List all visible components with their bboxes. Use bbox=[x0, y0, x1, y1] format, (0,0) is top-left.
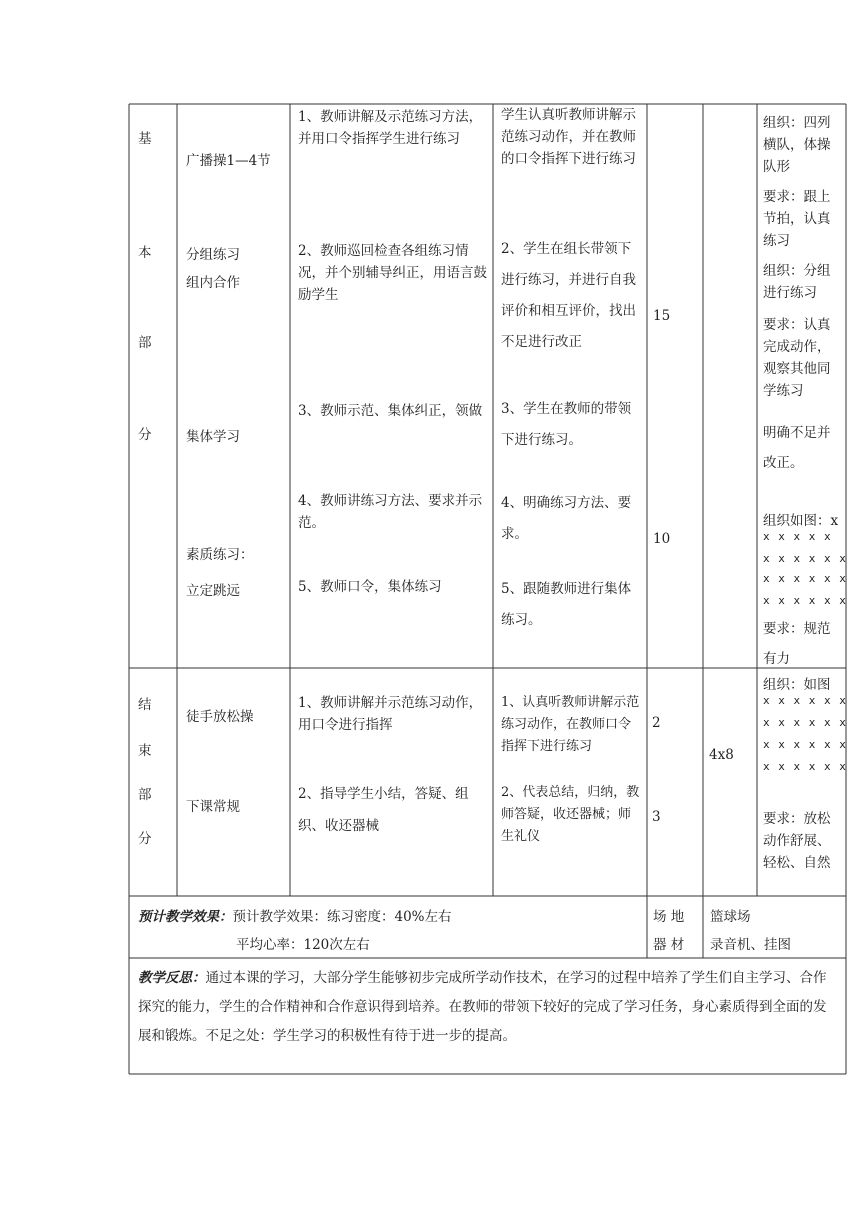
section-char: 分 bbox=[138, 831, 152, 847]
section-char: 部 bbox=[138, 787, 152, 803]
org-text: 要求：认真完成动作，观察其他同学练习 bbox=[763, 317, 831, 399]
time-value: 10 bbox=[653, 531, 671, 547]
reflection-text bbox=[138, 964, 838, 1051]
teacher-activity: 1、教师讲解及示范练习方法，并用口令指挥学生进行练习 bbox=[298, 109, 483, 147]
section-char: 部 bbox=[138, 335, 152, 351]
section-char: 分 bbox=[138, 427, 152, 443]
effect-text bbox=[138, 906, 452, 928]
formation-label: 组织如图：x bbox=[763, 513, 839, 529]
reflection-body: 通过本课的学习，大部分学生能够初步完成所学动作技术，在学习的过程中培养了学生们自主学习、合作探究的能力，学生的合作精神和合作意识得到培养。在教师的带领下较好的完成了学习任务，身心素质得到全面的发展和锻炼。不足之处：学生学习的积极性有待于进一步的提高。 bbox=[138, 970, 827, 1044]
content-item: 集体学习 bbox=[186, 429, 240, 445]
org-text: 要求：跟上节拍，认真练习 bbox=[763, 189, 831, 249]
org-text: 组织：四列横队，体操队形 bbox=[763, 115, 831, 175]
org-text: 要求：放松动作舒展、轻松、自然 bbox=[763, 811, 831, 871]
content-item: 组内合作 bbox=[186, 275, 240, 291]
venue-value: 篮球场 bbox=[710, 909, 751, 925]
teacher-activity: 3、教师示范、集体纠正，领做 bbox=[298, 403, 483, 419]
teacher-activity: 1、教师讲解并示范练习动作，用口令进行指挥 bbox=[298, 695, 483, 733]
student-activity: 2、代表总结，归纳，教师答疑，收还器械；师生礼仪 bbox=[501, 785, 640, 844]
student-activity: 2、学生在组长带领下进行练习，并进行自我评价和相互评价，找出不足进行改正 bbox=[501, 241, 636, 350]
equipment-label: 器 材 bbox=[653, 937, 685, 953]
formation-row: x x x x x x bbox=[763, 552, 847, 565]
content-item: 广播操1—4节 bbox=[186, 153, 271, 169]
student-activity: 1、认真听教师讲解示范练习动作，在教师口令指挥下进行练习 bbox=[501, 695, 640, 754]
content-item: 徒手放松操 bbox=[186, 709, 254, 725]
section-char: 基 bbox=[138, 131, 152, 147]
equipment-value: 录音机、挂图 bbox=[710, 937, 791, 953]
section-char: 结 bbox=[138, 697, 152, 713]
student-activity: 5、跟随教师进行集体练习。 bbox=[501, 581, 632, 628]
teacher-activity: 4、教师讲练习方法、要求并示范。 bbox=[298, 493, 483, 531]
content-item: 素质练习： bbox=[186, 547, 254, 563]
effect-line2: 平均心率：120次左右 bbox=[236, 937, 370, 953]
formation-row: x x x x x x bbox=[763, 738, 847, 751]
time-value: 2 bbox=[652, 715, 661, 731]
teacher-activity: 2、指导学生小结，答疑、组织、收还器械 bbox=[298, 786, 469, 834]
formation-label: 组织：如图 bbox=[763, 677, 831, 693]
org-text: 要求：规范有力 bbox=[763, 621, 831, 667]
effect-line1: 预计教学效果：练习密度：40%左右 bbox=[232, 909, 452, 925]
reflection-label: 教学反思： bbox=[138, 970, 206, 986]
content-item: 分组练习 bbox=[186, 247, 240, 263]
formation-row: x x x x x x bbox=[763, 716, 847, 729]
teacher-activity: 5、教师口令，集体练习 bbox=[298, 579, 442, 595]
formation-row: x x x x x x bbox=[763, 594, 847, 607]
time-value: 3 bbox=[652, 809, 661, 825]
formation-row: x x x x x x bbox=[763, 760, 847, 773]
venue-label: 场 地 bbox=[653, 909, 685, 925]
content-item: 立定跳远 bbox=[186, 583, 240, 599]
student-activity: 4、明确练习方法、要求。 bbox=[501, 495, 632, 542]
formation-row: x x x x x x bbox=[763, 572, 847, 585]
effect-label: 预计教学效果： bbox=[138, 909, 233, 925]
org-text: 组织：分组进行练习 bbox=[763, 263, 831, 301]
content-item: 下课常规 bbox=[186, 799, 240, 815]
formation-row: x x x x x x bbox=[763, 694, 847, 707]
repetition-count: 4x8 bbox=[709, 747, 734, 763]
time-value: 15 bbox=[653, 308, 671, 324]
formation-row: x x x x x bbox=[763, 530, 832, 543]
student-activity: 3、学生在教师的带领下进行练习。 bbox=[501, 401, 632, 448]
section-char: 束 bbox=[138, 743, 152, 759]
section-char: 本 bbox=[138, 245, 152, 261]
student-activity: 学生认真听教师讲解示范练习动作，并在教师的口令指挥下进行练习 bbox=[501, 107, 636, 167]
teacher-activity: 2、教师巡回检查各组练习情况，并个别辅导纠正，用语言鼓励学生 bbox=[298, 243, 487, 303]
org-text: 明确不足并改正。 bbox=[763, 425, 831, 471]
